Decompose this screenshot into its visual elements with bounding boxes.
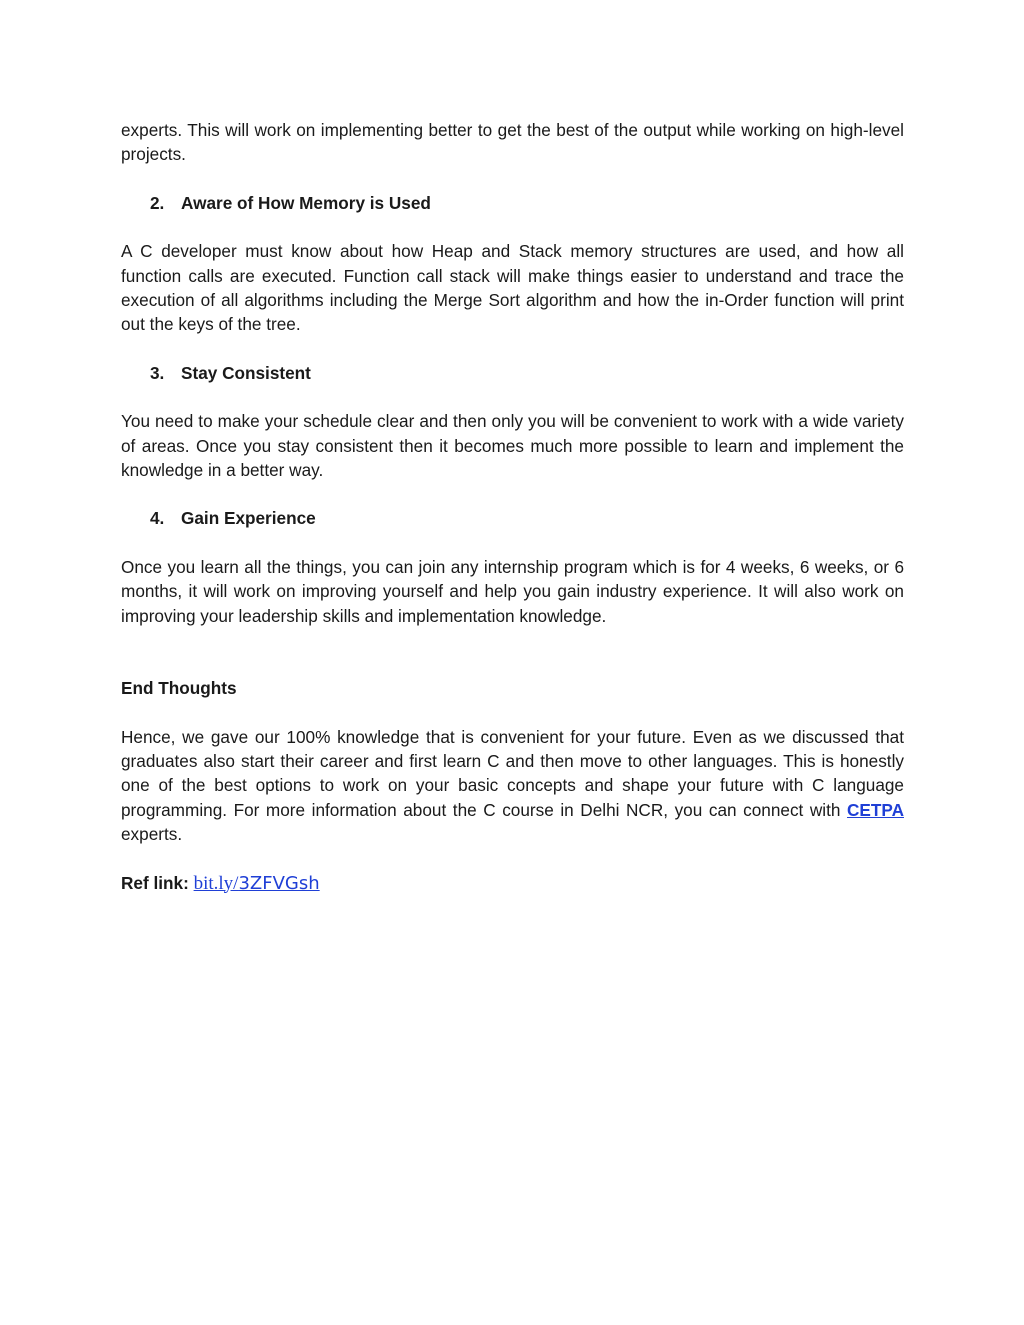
intro-paragraph: experts. This will work on implementing better to get the best of the output while working on high-level projects. <box>121 120 904 165</box>
section-title: Aware of How Memory is Used <box>181 192 431 213</box>
section-number: 3. <box>150 362 165 383</box>
section-heading-experience <box>121 506 904 530</box>
end-thoughts-tail: experts. <box>121 824 183 845</box>
ref-link-path: 3ZFVGsh <box>238 872 320 894</box>
cetpa-link[interactable]: CETPA <box>847 799 904 820</box>
ref-link[interactable] <box>194 873 320 894</box>
section-heading-memory <box>121 191 904 215</box>
section-heading-consistent <box>121 361 904 385</box>
ref-label: Ref link: <box>121 872 189 893</box>
section-title: Stay Consistent <box>181 362 311 383</box>
end-thoughts-heading: End Thoughts <box>121 678 237 699</box>
section-body-memory: A C developer must know about how Heap and Stack memory structures are used, and how all function calls are executed. Function call stack will make things easier to understand and trace the execution of all algorithms including the Merge Sort algorithm and how the in-Order function will print out the keys of the tree. <box>121 241 904 335</box>
ref-link-domain: bit.ly/ <box>193 872 239 894</box>
ref-line <box>121 871 904 896</box>
section-number: 4. <box>150 508 165 529</box>
section-number: 2. <box>150 192 165 213</box>
section-body-consistent: You need to make your schedule clear and then only you will be convenient to work with a wide variety of areas. Once you stay consistent then it becomes much more possible to learn and implement the knowledge in a better way. <box>121 411 904 481</box>
section-title: Gain Experience <box>181 508 316 529</box>
end-thoughts-paragraph <box>121 725 904 847</box>
document-page <box>121 118 904 896</box>
section-body-experience: Once you learn all the things, you can join any internship program which is for 4 weeks, 6 weeks, or 6 months, it will work on improving yourself and help you gain industry experience. It will also work on improving your leadership skills and implementation knowledge. <box>121 556 904 626</box>
end-thoughts-text: Hence, we gave our 100% knowledge that is convenient for your future. Even as we discussed that graduates also start their career and first learn C and then move to other languages. This is honestly one of the best options to work on your basic concepts and shape your future with C language programming. For more information about the C course in Delhi NCR, you can connect with <box>121 726 904 820</box>
